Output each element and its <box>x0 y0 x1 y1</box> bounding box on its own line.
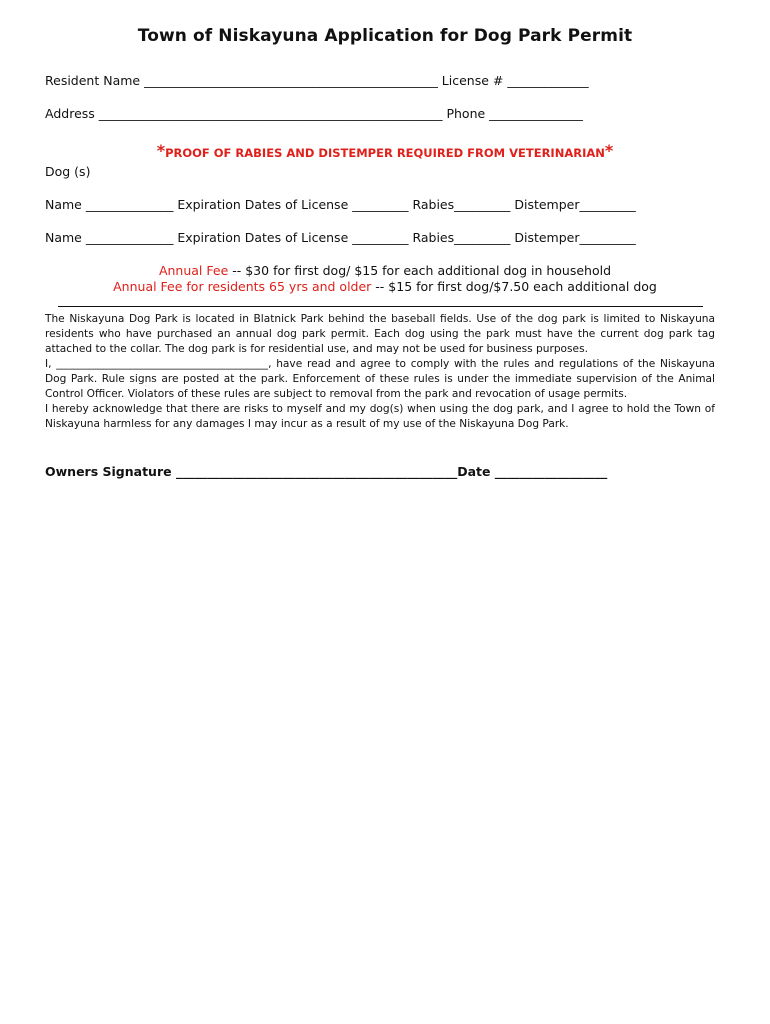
annual-fee-label: Annual Fee <box>158 263 229 278</box>
senior-fee-label: Annual Fee for residents 65 yrs and older <box>113 279 372 294</box>
location-paragraph: The Niskayuna Dog Park is located in Blatnick Park behind the baseball fields. Use of the dog park is limited to Niskayuna residents who have purchased an annual dog park permit. Each dog using the park must have the current dog park tag attached to the collar. The dog park is for residential use, and may not be used for business purposes. <box>45 313 715 355</box>
address-phone-line[interactable]: Address _______________________________________________________ Phone _______________ <box>45 106 583 121</box>
rules-text <box>45 312 715 432</box>
agreement-paragraph[interactable]: I, ________________________________________, have read and agree to comply with the rules and regulations of the Niskayuna Dog Park. Rule signs are posted at the park. Enforcement of these rules is under the immediate supervision of the Animal Control Officer. Violators of these rules are subject to removal from the park and revocation of usage permits. <box>45 358 715 400</box>
senior-fee-line <box>0 279 770 294</box>
resident-name-license-line[interactable]: Resident Name _______________________________________________ License # _____________ <box>45 73 589 88</box>
notice-text: PROOF OF RABIES AND DISTEMPER REQUIRED FROM VETERINARIAN <box>165 146 605 160</box>
liability-paragraph: I hereby acknowledge that there are risks to myself and my dog(s) when using the dog park, and I agree to hold the Town of Niskayuna harmless for any damages I may incur as a result of my use of the Niskayuna Dog Park. <box>45 403 715 430</box>
dog-row-2[interactable]: Name ______________ Expiration Dates of License _________ Rabies_________ Distemper_________ <box>45 230 636 245</box>
annual-fee-line <box>0 263 770 278</box>
senior-fee-text: -- $15 for first dog/$7.50 each additional dog <box>371 279 657 294</box>
annual-fee-text: -- $30 for first dog/ $15 for each additional dog in household <box>228 263 612 278</box>
signature-date-line[interactable]: Owners Signature _____________________________________________Date __________________ <box>45 464 608 479</box>
dog-row-1[interactable]: Name ______________ Expiration Dates of License _________ Rabies_________ Distemper_________ <box>45 197 636 212</box>
divider <box>58 306 703 307</box>
dogs-label: Dog (s) <box>45 164 91 179</box>
form-title: Town of Niskayuna Application for Dog Park Permit <box>137 26 633 46</box>
rabies-distemper-notice <box>0 142 770 161</box>
asterisk-right: * <box>604 141 614 160</box>
asterisk-left: * <box>156 141 166 160</box>
